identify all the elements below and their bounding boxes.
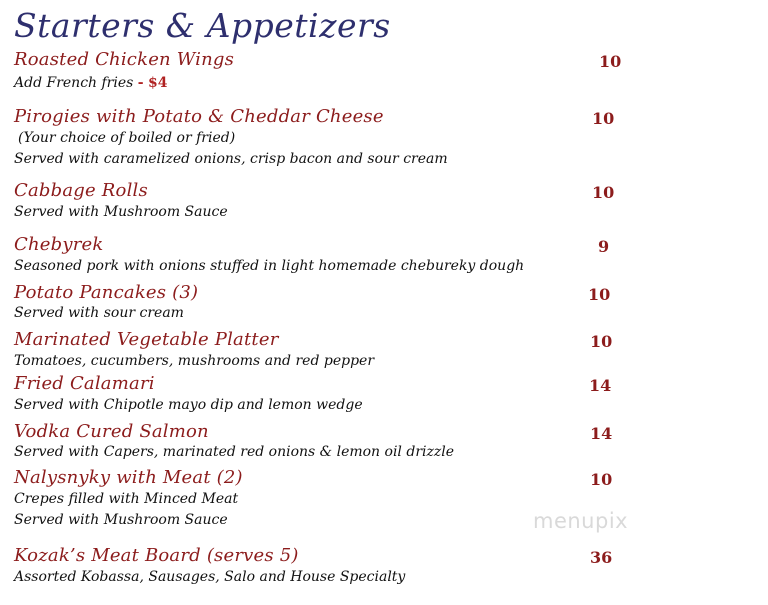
menu-item-description: Served with sour cream	[14, 305, 184, 321]
addon-text: Add French fries	[14, 75, 134, 91]
menu-item-name: Roasted Chicken Wings	[14, 49, 235, 70]
addon-price: $4	[148, 75, 168, 91]
menu-item-price: 14	[590, 424, 613, 443]
menu-item-name: Kozak’s Meat Board (serves 5)	[14, 545, 299, 566]
menu-item-description: (Your choice of boiled or fried)	[18, 130, 236, 146]
menu-item-name: Marinated Vegetable Platter	[14, 329, 279, 350]
addon-separator: -	[137, 75, 144, 91]
menu-item-description: Served with Capers, marinated red onions & lemon oil drizzle	[14, 444, 455, 460]
menu-item-name: Cabbage Rolls	[14, 180, 148, 201]
menu-item-name: Nalysnyky with Meat (2)	[14, 467, 243, 488]
menu-item-price: 9	[598, 237, 610, 256]
watermark: menupix	[533, 509, 629, 533]
menu-item-description: Served with Mushroom Sauce	[14, 512, 228, 528]
menu-title: Starters & Appetizers	[14, 6, 391, 45]
menu-item-name: Potato Pancakes (3)	[14, 282, 199, 303]
menu-item-description: Seasoned pork with onions stuffed in light homemade chebureky dough	[14, 258, 525, 274]
menu-item-price: 10	[590, 332, 613, 351]
menu-item-price: 10	[592, 183, 615, 202]
menu-item-price: 36	[590, 548, 613, 567]
menu-item-name: Pirogies with Potato & Cheddar Cheese	[14, 106, 384, 127]
menu-item-description: Assorted Kobassa, Sausages, Salo and House Specialty	[14, 569, 406, 585]
menu-item-price: 10	[599, 52, 622, 71]
menu-item-name: Vodka Cured Salmon	[14, 421, 209, 442]
menu-item-price: 10	[592, 109, 615, 128]
menu-item-description: Served with caramelized onions, crisp bacon and sour cream	[14, 151, 448, 167]
menu-item-description: Served with Mushroom Sauce	[14, 204, 228, 220]
menu-item-price: 10	[590, 470, 613, 489]
menu-item-addon	[14, 75, 168, 91]
menu-item-price: 14	[589, 376, 612, 395]
menu-item-name: Chebyrek	[14, 234, 104, 255]
menu-item-description: Served with Chipotle mayo dip and lemon wedge	[14, 397, 363, 413]
menu-item-price: 10	[588, 285, 611, 304]
menu-item-name: Fried Calamari	[14, 373, 155, 394]
menu-item-description: Crepes filled with Minced Meat	[14, 491, 239, 507]
menu-item-description: Tomatoes, cucumbers, mushrooms and red pepper	[14, 353, 375, 369]
